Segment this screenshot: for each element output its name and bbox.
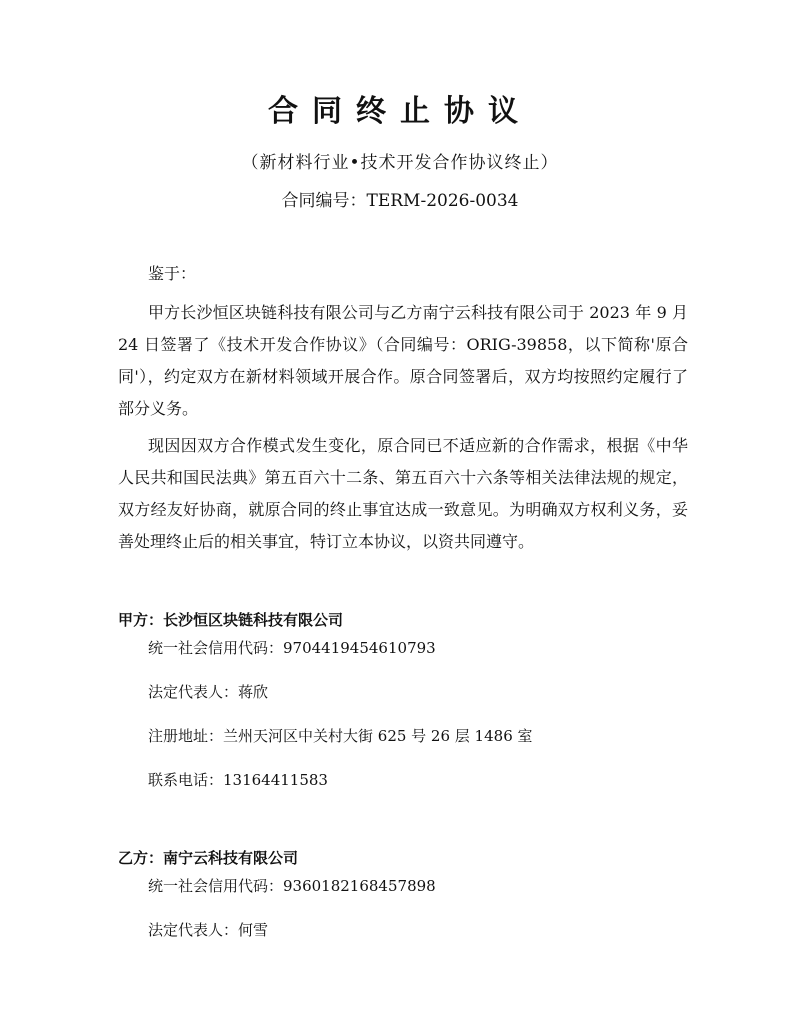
party-b-heading: 乙方：南宁云科技有限公司 [118,849,299,867]
whereas-label: 鉴于： [148,264,197,283]
party-a-legal-rep: 法定代表人：蒋欣 [148,683,269,701]
party-b-credit-code: 统一社会信用代码：9360182168457898 [148,877,436,895]
party-a-heading: 甲方：长沙恒区块链科技有限公司 [118,611,344,629]
paragraph-background: 甲方长沙恒区块链科技有限公司与乙方南宁云科技有限公司于 2023 年 9 月 24 日签署了《技术开发合作协议》（合同编号：ORIG-39858，以下简称'原合同'），约定双方在新材料领域开展合作。原合同签署后，双方均按照约定履行了部分义务。 [118,303,688,418]
party-b-legal-rep: 法定代表人：何雪 [148,921,269,939]
paragraph-reason: 现因因双方合作模式发生变化，原合同已不适应新的合作需求，根据《中华人民共和国民法典》第五百六十二条、第五百六十六条等相关法律法规的规定，双方经友好协商，就原合同的终止事宜达成一致意见。为明确双方权利义务，妥善处理终止后的相关事宜，特订立本协议，以资共同遵守。 [118,436,688,551]
party-a-address: 注册地址：兰州天河区中关村大街 625 号 26 层 1486 室 [148,727,533,745]
document-title: 合同终止协议 [268,94,532,129]
party-a-phone: 联系电话：13164411583 [148,771,328,789]
document-subtitle: （新材料行业•技术开发合作协议终止） [241,153,559,173]
party-a-credit-code: 统一社会信用代码：9704419454610793 [148,639,436,657]
contract-number: 合同编号：TERM-2026-0034 [281,191,519,211]
